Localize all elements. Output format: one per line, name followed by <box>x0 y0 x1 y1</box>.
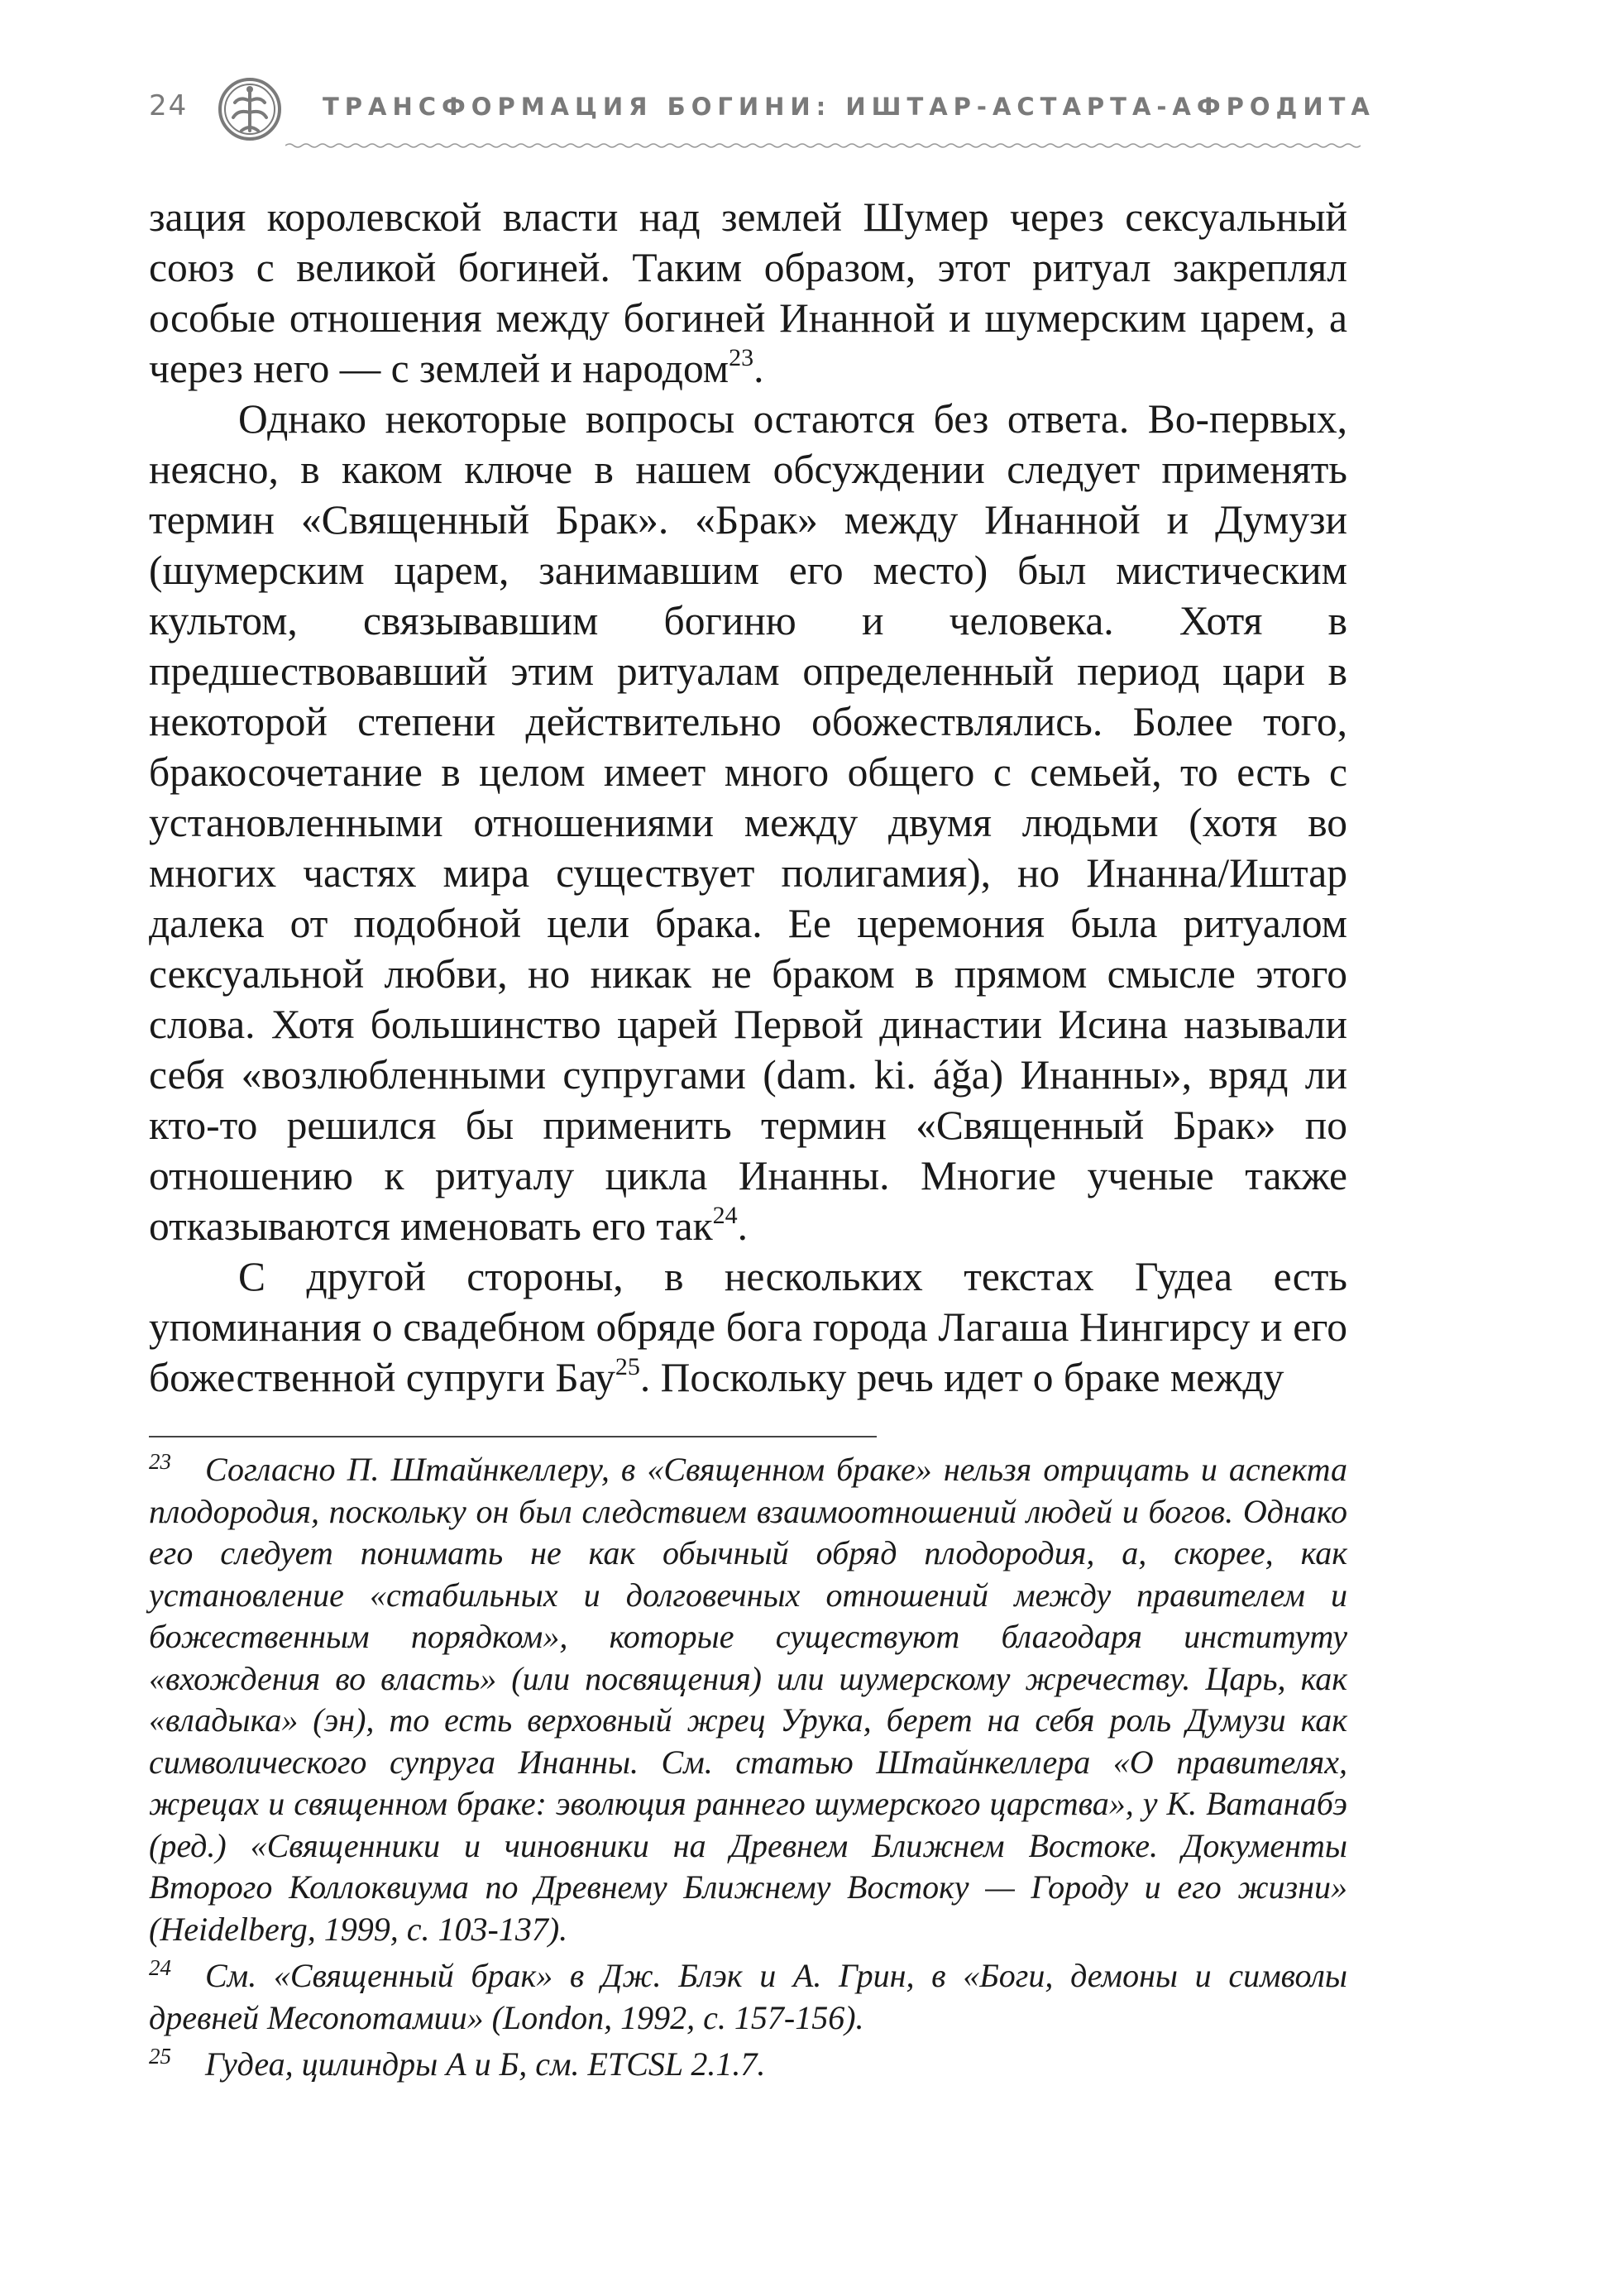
footnote-text: Согласно П. Штайнкеллеру, в «Священном браке» нельзя отрицать и аспекта плодородия, поскольку он был следствием взаимоотношений людей и богов. Однако его следует понимать не как обычный обряд плодородия, а, скорее, как установление «стабильных и долговечных отношений между правителем и божественным порядком», которые существуют благодаря институту «вхождения во власть» (или посвящения) или шумерскому жречеству. Царь, как «владыка» (эн), то есть верховный жрец Урука, берет на себя роль Думузи как символического супруга Инанны. См. статью Штайнкеллера «О правителях, жрецах и священном браке: эволюция раннего шумерского царства», у К. Ватанабэ (ред.) «Священники и чиновники на Древнем Ближнем Востоке. Документы Второго Коллоквиума по Древнему Ближнему Востоку — Городу и его жизни» (Heidelberg, 1999, с. 103-137). <box>149 1451 1347 1948</box>
header-wavy-rule <box>285 142 1361 149</box>
footnote-23: 23 Согласно П. Штайнкеллеру, в «Священном браке» нельзя отрицать и аспекта плодородия, поскольку он был следствием взаимоотношений людей и богов. Однако его следует понимать не как обычный обряд плодородия, а, скорее, как установление «стабильных и долговечных отношений между правителем и божественным порядком», которые существуют благодаря институту «вхождения во власть» (или посвящения) или шумерскому жречеству. Царь, как «владыка» (эн), то есть верховный жрец Урука, берет на себя роль Думузи как символического супруга Инанны. См. статью Штайнкеллера «О правителях, жрецах и священном браке: эволюция раннего шумерского царства», у К. Ватанабэ (ред.) «Священники и чиновники на Древнем Ближнем Востоке. Документы Второго Коллоквиума по Древнему Ближнему Востоку — Городу и его жизни» (Heidelberg, 1999, с. 103-137). <box>149 1449 1347 1948</box>
paragraph-3-end: . Поскольку речь идет о браке между <box>639 1355 1284 1400</box>
paragraph-2-end: . <box>737 1203 748 1249</box>
footnote-24: 24 См. «Священный брак» в Дж. Блэк и А. Грин, в «Боги, демоны и символы древней Месопотамии» (London, 1992, с. 157-156). <box>149 1955 1347 2036</box>
footnote-ref-24[interactable]: 24 <box>712 1202 738 1229</box>
paragraph-3-text: С другой стороны, в нескольких текстах Гудеа есть упоминания о свадебном обряде бога города Лагаша Нингирсу и его божественной супруги Бау <box>149 1254 1347 1400</box>
running-header <box>149 83 1375 165</box>
page-number: 24 <box>149 89 189 122</box>
paragraph-3 <box>149 1251 1347 1403</box>
footnote-ref-23[interactable]: 23 <box>729 344 754 371</box>
running-title: ТРАНСФОРМАЦИЯ БОГИНИ: ИШТАР-АСТАРТА-АФРОДИТА <box>323 93 1375 121</box>
main-text <box>149 192 1347 1403</box>
footnote-text: См. «Священный брак» в Дж. Блэк и А. Грин, в «Боги, демоны и символы древней Месопотамии» (London, 1992, с. 157-156). <box>149 1957 1347 2036</box>
footnote-ref-25[interactable]: 25 <box>615 1353 640 1380</box>
footnote-text: Гудеа, цилиндры А и Б, см. ETCSL 2.1.7. <box>205 2045 766 2083</box>
footnotes <box>149 1449 1347 2091</box>
paragraph-2-text: Однако некоторые вопросы остаются без ответа. Во-первых, неясно, в каком ключе в нашем обсуждении следует применять термин «Священный Брак». «Брак» между Инанной и Думузи (шумерским царем, занимавшим его место) был мистическим культом, связывавшим богиню и человека. Хотя в предшествовавший этим ритуалам определенный период цари в некоторой степени действительно обожествлялись. Более того, бракосочетание в целом имеет много общего с семьей, то есть с установленными отношениями между двумя людьми (хотя во многих частях мира существует полигамия), но Инанна/Иштар далека от подобной цели брака. Ее церемония была ритуалом сексуальной любви, но никак не браком в прямом смысле этого слова. Хотя большинство царей Первой династии Исина называли себя «возлюбленными супругами (dam. ki. áǧa) Инанны», вряд ли кто-то решился бы применить термин «Священный Брак» по отношению к ритуалу цикла Инанны. Многие ученые также отказываются именовать его так <box>149 396 1347 1249</box>
paragraph-1-end: . <box>753 346 764 391</box>
paragraph-2 <box>149 394 1347 1251</box>
footnote-separator <box>149 1436 877 1437</box>
footnote-25: 25 Гудеа, цилиндры А и Б, см. ETCSL 2.1.7. <box>149 2044 766 2083</box>
paragraph-1 <box>149 192 1347 394</box>
tree-of-life-emblem-icon <box>217 76 283 142</box>
paragraph-1-text: зация королевской власти над землей Шумер через сексуальный союз с великой богиней. Таким образом, этот ритуал закреплял особые отношения между богиней Инанной и шумерским царем, а через него — с землей и народом <box>149 194 1347 391</box>
